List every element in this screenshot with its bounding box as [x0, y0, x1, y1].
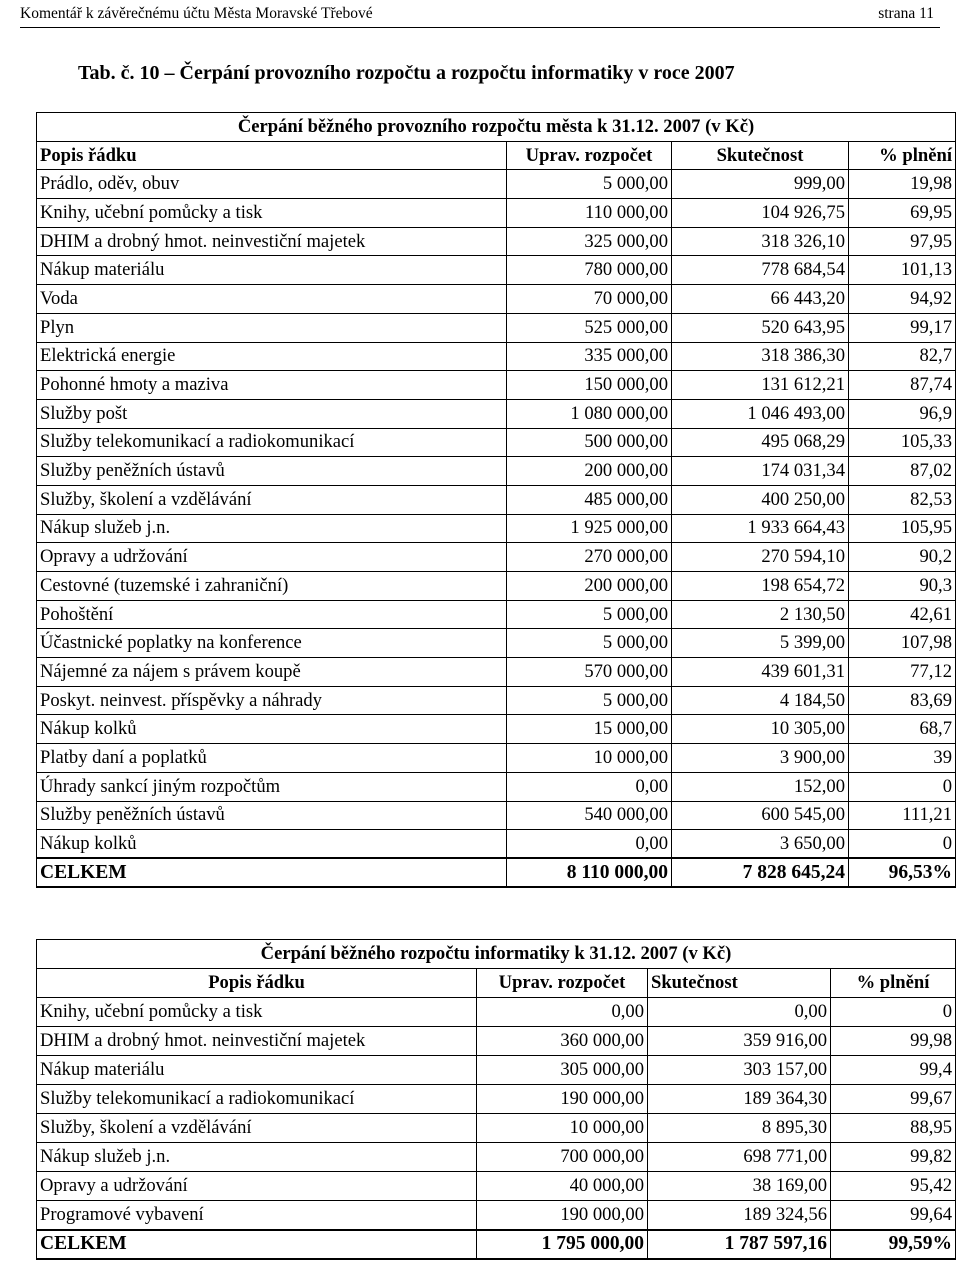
table-row	[37, 199, 956, 228]
row-label: Knihy, učební pomůcky a tisk	[37, 998, 477, 1027]
row-value: 3 650,00	[672, 830, 849, 859]
row-value: 189 364,30	[648, 1085, 831, 1114]
table-row	[37, 342, 956, 371]
row-label: Elektrická energie	[37, 342, 507, 371]
row-label: Nákup materiálu	[37, 256, 507, 285]
row-value: 318 386,30	[672, 342, 849, 371]
row-value: 1 925 000,00	[507, 514, 672, 543]
row-value: 780 000,00	[507, 256, 672, 285]
table-row	[37, 600, 956, 629]
row-value: 1 080 000,00	[507, 399, 672, 428]
table-row	[37, 371, 956, 400]
row-value: 99,64	[831, 1201, 956, 1230]
row-value: 40 000,00	[477, 1172, 648, 1201]
row-label: Programové vybavení	[37, 1201, 477, 1230]
row-value: 104 926,75	[672, 199, 849, 228]
row-value: 0,00	[477, 998, 648, 1027]
table-row	[37, 772, 956, 801]
row-label: DHIM a drobný hmot. neinvestiční majetek	[37, 227, 507, 256]
row-value: 540 000,00	[507, 801, 672, 830]
table-header-row	[37, 141, 956, 170]
table-total-row	[37, 1230, 956, 1259]
row-value: 305 000,00	[477, 1056, 648, 1085]
row-value: 270 000,00	[507, 543, 672, 572]
row-value: 400 250,00	[672, 485, 849, 514]
total-value: 99,59%	[831, 1230, 956, 1259]
row-value: 87,02	[849, 457, 956, 486]
row-value: 77,12	[849, 658, 956, 687]
row-label: Plyn	[37, 313, 507, 342]
row-value: 270 594,10	[672, 543, 849, 572]
row-value: 39	[849, 744, 956, 773]
column-header: Uprav. rozpočet	[507, 141, 672, 170]
table-row	[37, 256, 956, 285]
column-header: Skutečnost	[648, 969, 831, 998]
row-label: Pohoštění	[37, 600, 507, 629]
row-value: 495 068,29	[672, 428, 849, 457]
row-value: 570 000,00	[507, 658, 672, 687]
column-header: Skutečnost	[672, 141, 849, 170]
table-row	[37, 715, 956, 744]
row-value: 778 684,54	[672, 256, 849, 285]
table-row	[37, 170, 956, 199]
row-label: Poskyt. neinvest. příspěvky a náhrady	[37, 686, 507, 715]
row-value: 5 000,00	[507, 600, 672, 629]
row-value: 189 324,56	[648, 1201, 831, 1230]
column-header: % plnění	[849, 141, 956, 170]
row-label: Služby peněžních ústavů	[37, 801, 507, 830]
table-row	[37, 801, 956, 830]
row-value: 0,00	[648, 998, 831, 1027]
row-label: Nájemné za nájem s právem koupě	[37, 658, 507, 687]
row-label: Úhrady sankcí jiným rozpočtům	[37, 772, 507, 801]
row-value: 500 000,00	[507, 428, 672, 457]
row-value: 485 000,00	[507, 485, 672, 514]
row-value: 200 000,00	[507, 572, 672, 601]
row-value: 5 000,00	[507, 170, 672, 199]
total-value: 96,53%	[849, 858, 956, 887]
row-label: Služby, školení a vzdělávání	[37, 485, 507, 514]
row-value: 68,7	[849, 715, 956, 744]
row-value: 150 000,00	[507, 371, 672, 400]
row-value: 87,74	[849, 371, 956, 400]
table-caption-row	[37, 940, 956, 969]
row-label: Pohonné hmoty a maziva	[37, 371, 507, 400]
row-value: 5 000,00	[507, 686, 672, 715]
row-value: 131 612,21	[672, 371, 849, 400]
row-value: 2 130,50	[672, 600, 849, 629]
column-header: Popis řádku	[37, 969, 477, 998]
row-value: 700 000,00	[477, 1143, 648, 1172]
row-value: 4 184,50	[672, 686, 849, 715]
row-label: Platby daní a poplatků	[37, 744, 507, 773]
row-value: 5 000,00	[507, 629, 672, 658]
row-value: 69,95	[849, 199, 956, 228]
total-value: 8 110 000,00	[507, 858, 672, 887]
row-value: 1 933 664,43	[672, 514, 849, 543]
table-caption-row	[37, 113, 956, 142]
row-label: Prádlo, oděv, obuv	[37, 170, 507, 199]
table-row	[37, 514, 956, 543]
table-row	[37, 1085, 956, 1114]
row-label: Služby pošt	[37, 399, 507, 428]
row-value: 99,67	[831, 1085, 956, 1114]
total-value: 1 795 000,00	[477, 1230, 648, 1259]
row-label: Nákup kolků	[37, 830, 507, 859]
row-value: 0	[849, 772, 956, 801]
table-title: Tab. č. 10 – Čerpání provozního rozpočtu a rozpočtu informatiky v roce 2007	[78, 62, 735, 84]
row-label: Služby, školení a vzdělávání	[37, 1114, 477, 1143]
row-value: 10 000,00	[507, 744, 672, 773]
operating-budget-table	[36, 112, 956, 888]
table-row	[37, 629, 956, 658]
row-value: 82,7	[849, 342, 956, 371]
row-value: 96,9	[849, 399, 956, 428]
row-value: 10 000,00	[477, 1114, 648, 1143]
row-value: 318 326,10	[672, 227, 849, 256]
table-row	[37, 998, 956, 1027]
row-label: Nákup kolků	[37, 715, 507, 744]
table-row	[37, 227, 956, 256]
row-label: Cestovné (tuzemské i zahraniční)	[37, 572, 507, 601]
row-value: 15 000,00	[507, 715, 672, 744]
row-value: 90,3	[849, 572, 956, 601]
row-value: 110 000,00	[507, 199, 672, 228]
row-value: 525 000,00	[507, 313, 672, 342]
row-label: Účastnické poplatky na konference	[37, 629, 507, 658]
it-budget-table	[36, 939, 956, 1260]
row-value: 335 000,00	[507, 342, 672, 371]
header-document-title: Komentář k závěrečnému účtu Města Moravské Třebové	[20, 5, 373, 22]
table-row	[37, 1027, 956, 1056]
header-page-number: strana 11	[878, 5, 934, 22]
table-row	[37, 1114, 956, 1143]
table-row	[37, 744, 956, 773]
row-value: 999,00	[672, 170, 849, 199]
row-value: 3 900,00	[672, 744, 849, 773]
row-value: 83,69	[849, 686, 956, 715]
table-header-row	[37, 969, 956, 998]
row-value: 198 654,72	[672, 572, 849, 601]
row-label: Služby telekomunikací a radiokomunikací	[37, 1085, 477, 1114]
total-label: CELKEM	[37, 858, 507, 887]
row-value: 303 157,00	[648, 1056, 831, 1085]
row-value: 111,21	[849, 801, 956, 830]
row-value: 1 046 493,00	[672, 399, 849, 428]
row-value: 105,95	[849, 514, 956, 543]
row-value: 600 545,00	[672, 801, 849, 830]
row-label: DHIM a drobný hmot. neinvestiční majetek	[37, 1027, 477, 1056]
table-row	[37, 1143, 956, 1172]
row-value: 99,82	[831, 1143, 956, 1172]
row-label: Nákup služeb j.n.	[37, 1143, 477, 1172]
table-row	[37, 543, 956, 572]
row-value: 42,61	[849, 600, 956, 629]
row-label: Opravy a udržování	[37, 543, 507, 572]
row-value: 0	[831, 998, 956, 1027]
row-value: 325 000,00	[507, 227, 672, 256]
table-caption: Čerpání běžného rozpočtu informatiky k 31.12. 2007 (v Kč)	[37, 940, 956, 969]
row-value: 520 643,95	[672, 313, 849, 342]
row-value: 360 000,00	[477, 1027, 648, 1056]
row-value: 152,00	[672, 772, 849, 801]
table-row	[37, 313, 956, 342]
row-value: 8 895,30	[648, 1114, 831, 1143]
table-total-row	[37, 858, 956, 887]
row-value: 38 169,00	[648, 1172, 831, 1201]
page-header	[20, 1, 940, 28]
table-row	[37, 658, 956, 687]
column-header: % plnění	[831, 969, 956, 998]
row-label: Nákup služeb j.n.	[37, 514, 507, 543]
row-value: 90,2	[849, 543, 956, 572]
row-value: 10 305,00	[672, 715, 849, 744]
row-value: 698 771,00	[648, 1143, 831, 1172]
table-row	[37, 830, 956, 859]
total-value: 7 828 645,24	[672, 858, 849, 887]
row-value: 5 399,00	[672, 629, 849, 658]
column-header: Uprav. rozpočet	[477, 969, 648, 998]
row-value: 70 000,00	[507, 285, 672, 314]
table-row	[37, 572, 956, 601]
table-row	[37, 428, 956, 457]
row-value: 107,98	[849, 629, 956, 658]
total-label: CELKEM	[37, 1230, 477, 1259]
row-value: 95,42	[831, 1172, 956, 1201]
table-caption: Čerpání běžného provozního rozpočtu města k 31.12. 2007 (v Kč)	[37, 113, 956, 142]
table-row	[37, 399, 956, 428]
row-label: Voda	[37, 285, 507, 314]
column-header: Popis řádku	[37, 141, 507, 170]
row-value: 359 916,00	[648, 1027, 831, 1056]
row-value: 99,4	[831, 1056, 956, 1085]
row-value: 0,00	[507, 772, 672, 801]
row-label: Služby telekomunikací a radiokomunikací	[37, 428, 507, 457]
table-row	[37, 285, 956, 314]
row-value: 105,33	[849, 428, 956, 457]
row-value: 0	[849, 830, 956, 859]
row-label: Nákup materiálu	[37, 1056, 477, 1085]
row-label: Opravy a udržování	[37, 1172, 477, 1201]
row-value: 66 443,20	[672, 285, 849, 314]
row-value: 439 601,31	[672, 658, 849, 687]
row-value: 174 031,34	[672, 457, 849, 486]
table-row	[37, 485, 956, 514]
row-value: 94,92	[849, 285, 956, 314]
row-value: 82,53	[849, 485, 956, 514]
row-value: 190 000,00	[477, 1201, 648, 1230]
table-row	[37, 1201, 956, 1230]
table-row	[37, 1056, 956, 1085]
total-value: 1 787 597,16	[648, 1230, 831, 1259]
row-label: Knihy, učební pomůcky a tisk	[37, 199, 507, 228]
row-value: 99,17	[849, 313, 956, 342]
row-label: Služby peněžních ústavů	[37, 457, 507, 486]
row-value: 99,98	[831, 1027, 956, 1056]
table-row	[37, 1172, 956, 1201]
row-value: 101,13	[849, 256, 956, 285]
table-row	[37, 686, 956, 715]
row-value: 200 000,00	[507, 457, 672, 486]
table-row	[37, 457, 956, 486]
row-value: 0,00	[507, 830, 672, 859]
row-value: 88,95	[831, 1114, 956, 1143]
row-value: 97,95	[849, 227, 956, 256]
row-value: 190 000,00	[477, 1085, 648, 1114]
row-value: 19,98	[849, 170, 956, 199]
